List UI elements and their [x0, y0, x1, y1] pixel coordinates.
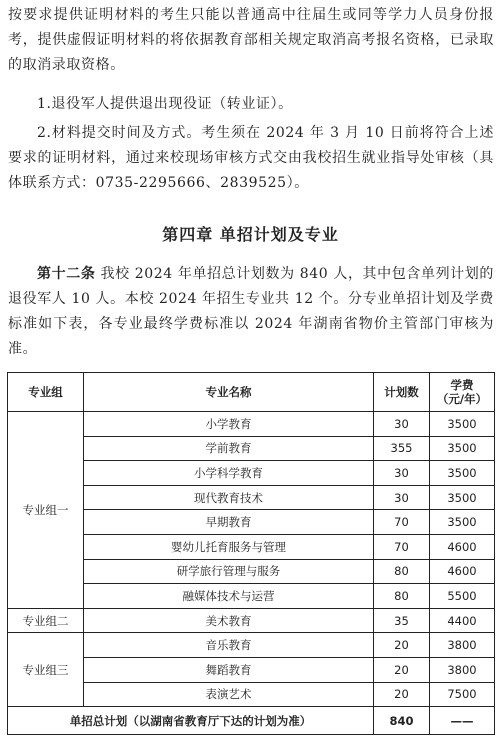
major-cell: 研学旅行管理与服务: [84, 559, 374, 584]
fee-cell: 3800: [430, 657, 495, 682]
fee-cell: 3500: [430, 485, 495, 510]
fee-cell: 3800: [430, 633, 495, 658]
major-cell: 音乐教育: [84, 633, 374, 658]
paragraph-veterans: 1.退役军人提供退出现役证（转业证）。: [37, 96, 293, 112]
header-plan: 计划数: [374, 373, 430, 412]
paragraph-submission: 2.材料提交时间及方式。考生须在 2024 年 3 月 10 日前将符合上述要求的证明材料，通过来校现场审核方式交由我校招生就业指导处审核（具体联系方式：0735-2295666、2839525）。: [8, 125, 494, 191]
plan-cell: 20: [374, 682, 430, 707]
group-cell: 专业组二: [8, 608, 84, 633]
enrollment-plan-table: [7, 372, 495, 735]
paragraph-article-12: [8, 262, 494, 362]
plan-cell: 355: [374, 436, 430, 461]
table-total-row: [8, 707, 495, 735]
plan-cell: 30: [374, 485, 430, 510]
header-group: 专业组: [8, 373, 84, 412]
chapter-title: 第四章 单招计划及专业: [162, 225, 339, 244]
group-cell: 专业组三: [8, 633, 84, 707]
header-fee: [430, 373, 495, 412]
header-fee-line2: （元/年）: [436, 392, 488, 406]
fee-cell: 3500: [430, 510, 495, 535]
table-row: [8, 633, 495, 658]
plan-cell: 30: [374, 461, 430, 486]
major-cell: 舞蹈教育: [84, 657, 374, 682]
header-fee-line1: 学费: [450, 378, 474, 392]
plan-cell: 35: [374, 608, 430, 633]
plan-cell: 80: [374, 584, 430, 609]
plan-cell: 30: [374, 412, 430, 437]
fee-cell: 4600: [430, 559, 495, 584]
fee-cell: 3500: [430, 436, 495, 461]
total-label: 单招总计划（以湖南省教育厅下达的计划为准）: [8, 707, 374, 735]
major-cell: 早期教育: [84, 510, 374, 535]
major-cell: 表演艺术: [84, 682, 374, 707]
fee-cell: 7500: [430, 682, 495, 707]
major-cell: 美术教育: [84, 608, 374, 633]
header-major: 专业名称: [84, 373, 374, 412]
group-cell: 专业组一: [8, 412, 84, 609]
article-label: 第十二条: [37, 266, 96, 282]
fee-cell: 4600: [430, 534, 495, 559]
plan-cell: 20: [374, 657, 430, 682]
article-text: 我校 2024 年单招总计划数为 840 人，其中包含单列计划的退役军人 10 人。本校 2024 年招生专业共 12 个。分专业单招计划及学费标准如下表，各专业最终学费标准以 2024 年湖南省物价主管部门审核为准。: [8, 266, 494, 357]
plan-cell: 20: [374, 633, 430, 658]
plan-cell: 80: [374, 559, 430, 584]
total-fee: ——: [430, 707, 495, 735]
fee-cell: 5500: [430, 584, 495, 609]
paragraph-proof-requirements: 按要求提供证明材料的考生只能以普通高中往届生或同等学力人员身份报考，提供虚假证明材料的将依据教育部相关规定取消高考报名资格，已录取的取消录取资格。: [8, 7, 494, 73]
major-cell: 婴幼儿托育服务与管理: [84, 534, 374, 559]
major-cell: 小学科学教育: [84, 461, 374, 486]
major-cell: 融媒体技术与运营: [84, 584, 374, 609]
major-cell: 小学教育: [84, 412, 374, 437]
table-header-row: [8, 373, 495, 412]
fee-cell: 3500: [430, 412, 495, 437]
plan-cell: 70: [374, 534, 430, 559]
plan-cell: 70: [374, 510, 430, 535]
fee-cell: 3500: [430, 461, 495, 486]
major-cell: 现代教育技术: [84, 485, 374, 510]
table-row: [8, 412, 495, 437]
major-cell: 学前教育: [84, 436, 374, 461]
fee-cell: 4400: [430, 608, 495, 633]
total-plan: 840: [374, 707, 430, 735]
table-row: [8, 608, 495, 633]
